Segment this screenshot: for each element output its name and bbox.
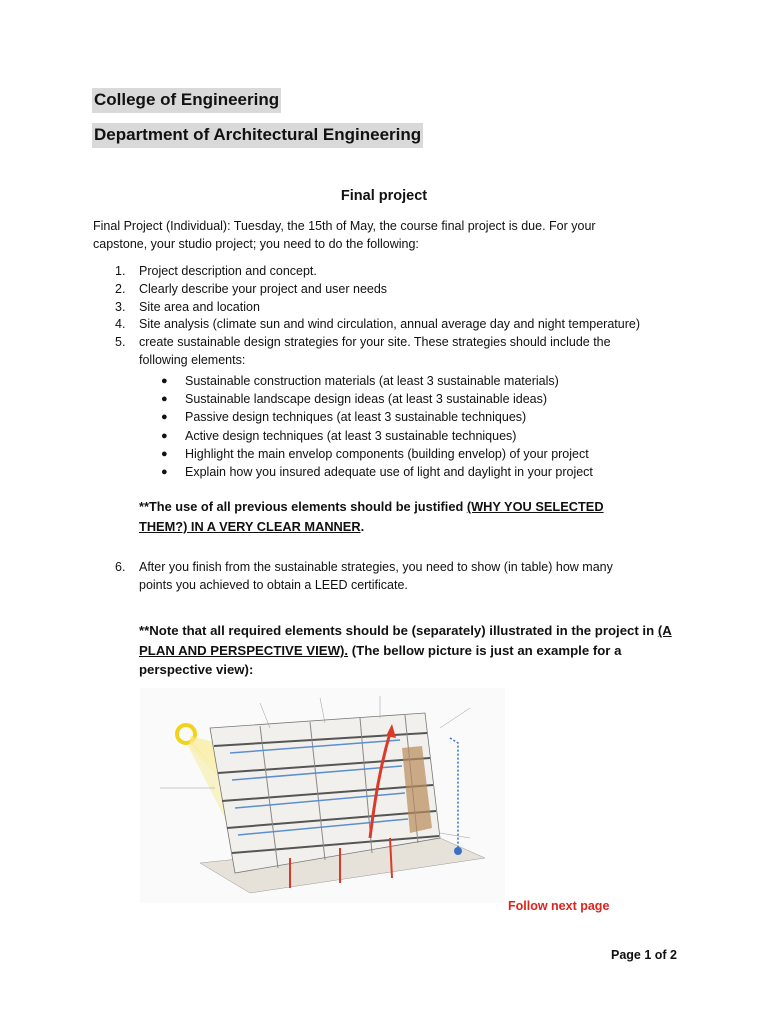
list-text: After you finish from the sustainable strategies, you need to show (in table) how many points you achieved to obtain a LEED certificate.	[139, 560, 613, 592]
list-item	[115, 263, 649, 281]
bullet-icon: ●	[161, 411, 168, 424]
list-number: 3.	[115, 299, 126, 314]
bullet-text: Passive design techniques (at least 3 sustainable techniques)	[185, 410, 527, 425]
list-number: 5.	[115, 335, 126, 350]
building-perspective-image	[140, 688, 505, 903]
list-number: 4.	[115, 317, 126, 332]
bullet-item	[161, 463, 649, 481]
bullet-item	[161, 445, 649, 463]
list-number: 2.	[115, 281, 126, 296]
list-item	[115, 316, 649, 334]
document-title: Final project	[340, 188, 428, 204]
bullet-icon: ●	[161, 447, 168, 460]
college-heading: College of Engineering	[92, 88, 281, 113]
bullet-text: Highlight the main envelop components (building envelop) of your project	[185, 446, 589, 461]
bullet-text: Explain how you insured adequate use of light and daylight in your project	[185, 465, 593, 480]
justification-emphasis: (WHY YOU SELECTED THEM?) IN A VERY CLEAR MANNER	[139, 499, 604, 534]
bullet-text: Active design techniques (at least 3 sustainable techniques)	[185, 428, 517, 443]
bullet-text: Sustainable construction materials (at least 3 sustainable materials)	[185, 373, 559, 388]
list-number: 1.	[115, 264, 126, 278]
department-heading: Department of Architectural Engineering	[92, 123, 423, 148]
list-text: Clearly describe your project and user needs	[139, 281, 388, 296]
intro-paragraph: Final Project (Individual): Tuesday, the 15th of May, the course final project is due. For your capstone, your studio project; you need to do the following:	[93, 219, 596, 251]
justification-note: **The use of all previous elements should be justified (WHY YOU SELECTED THEM?) IN A VERY CLEAR MANNER.	[139, 499, 604, 534]
illustration-note: **Note that all required elements should be (separately) illustrated in the project in (A PLAN AND PERSPECTIVE VIEW). (The bellow picture is just an example for a perspective view):	[139, 623, 672, 677]
strategy-bullets	[161, 372, 649, 482]
list-text: create sustainable design strategies for your site. These strategies should include the following elements:	[139, 335, 611, 367]
bullet-item	[161, 372, 649, 390]
list-text: Site analysis (climate sun and wind circulation, annual average day and night temperature)	[139, 317, 640, 332]
list-text: Project description and concept.	[139, 264, 317, 278]
illustration-emphasis: (A PLAN AND PERSPECTIVE VIEW).	[139, 623, 672, 658]
page-number: Page 1 of 2	[611, 948, 677, 962]
bullet-icon: ●	[161, 429, 168, 442]
requirements-list	[115, 263, 649, 482]
bullet-text: Sustainable landscape design ideas (at least 3 sustainable ideas)	[185, 392, 548, 407]
follow-next-page-note: Follow next page	[508, 899, 610, 913]
list-number: 6.	[115, 560, 126, 574]
list-item	[115, 334, 649, 370]
bullet-icon: ●	[161, 466, 168, 479]
bullet-item	[161, 408, 649, 426]
bullet-icon: ●	[161, 374, 168, 387]
bullet-icon: ●	[161, 393, 168, 406]
list-item	[115, 281, 649, 299]
bullet-item	[161, 390, 649, 408]
list-text: Site area and location	[139, 299, 260, 314]
bullet-item	[161, 427, 649, 445]
list-item	[115, 299, 649, 317]
